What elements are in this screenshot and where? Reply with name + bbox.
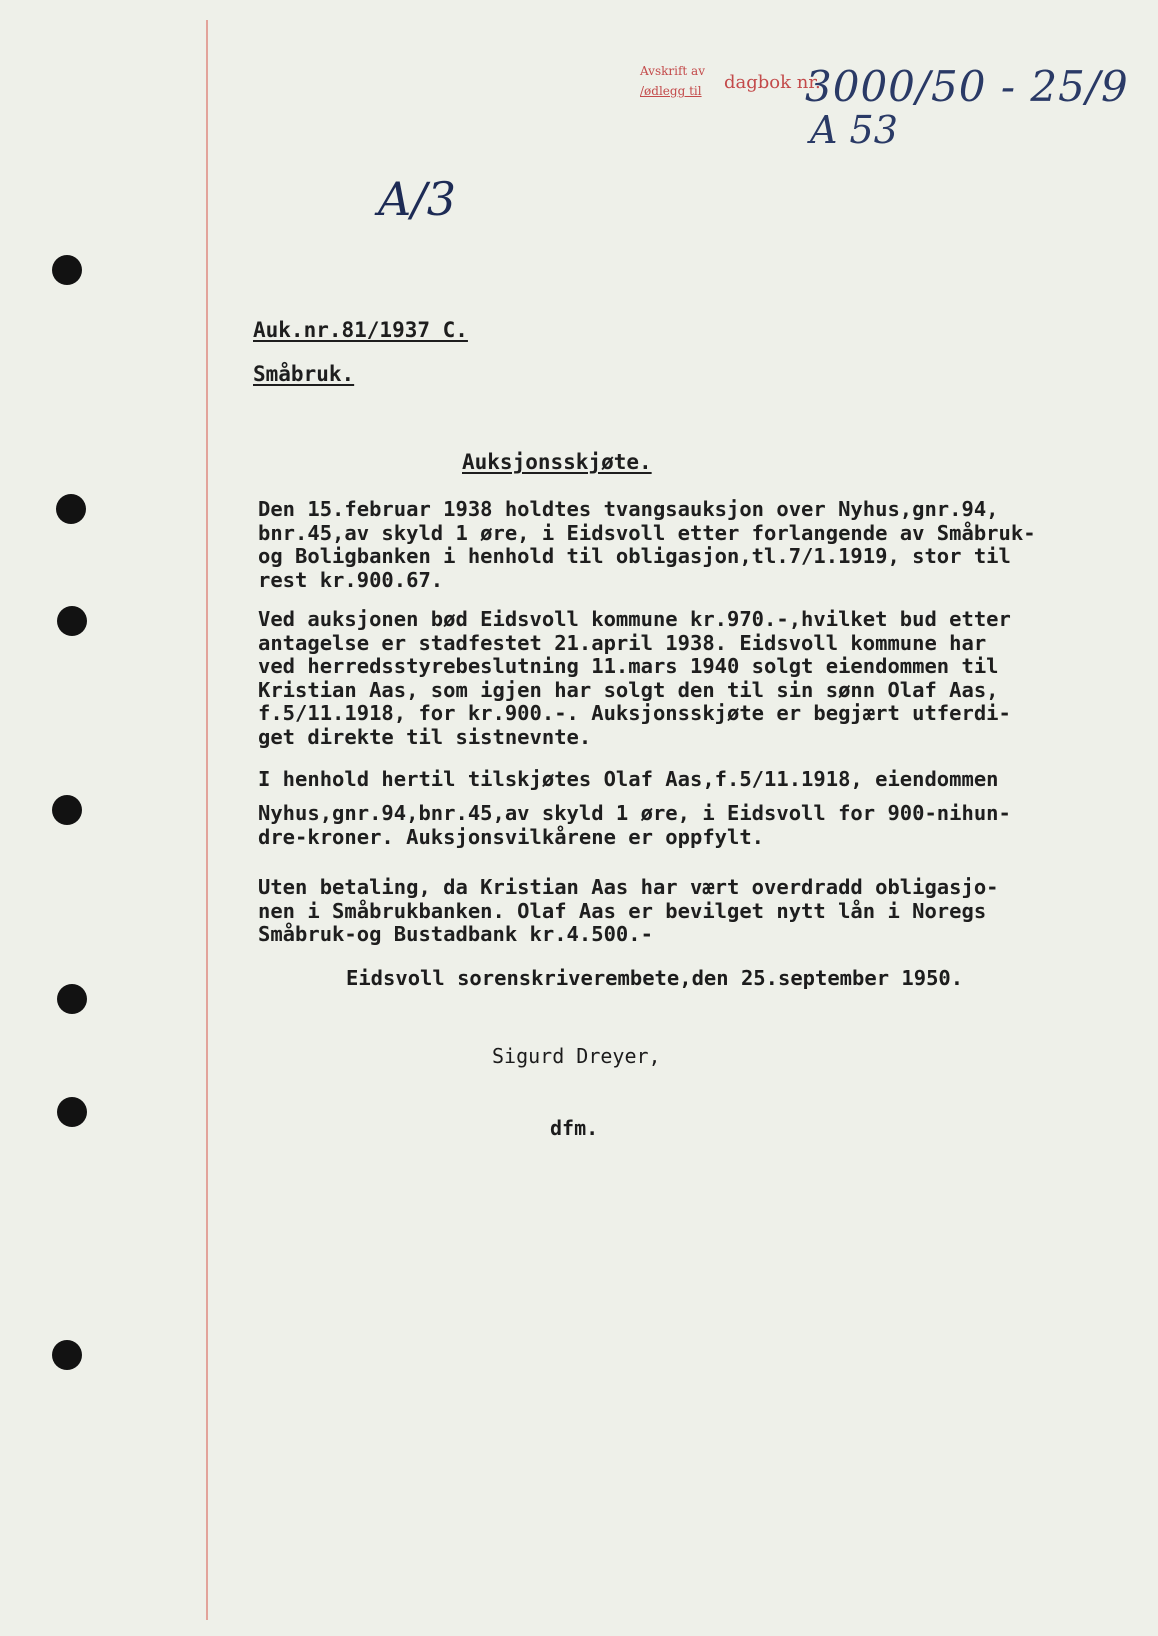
stamp-label: dagbok nr. — [724, 72, 821, 93]
place-date: Eidsvoll sorenskriverembete,den 25.september 1950. — [346, 966, 964, 990]
paragraph-conveyance-rest: Nyhus,gnr.94,bnr.45,av skyld 1 øre, i Eidsvoll for 900-nihun- dre-kroner. Auksjonsvilkårene er oppfylt. — [258, 801, 1011, 849]
punch-hole — [57, 606, 87, 636]
paragraph-payment: Uten betaling, da Kristian Aas har vært overdradd obligasjo- nen i Småbrukbanken. Olaf Aas er bevilget nytt lån i Noregs Småbruk-og Bustadbank kr.4.500.- — [258, 875, 999, 946]
signer-name: Sigurd Dreyer, — [492, 1044, 661, 1068]
paragraph-conveyance-line1: I henhold hertil tilskjøtes Olaf Aas,f.5/11.1918, eiendommen — [258, 767, 999, 791]
category-label: Småbruk. — [253, 362, 355, 386]
margin-line — [206, 20, 208, 1620]
auction-number: Auk.nr.81/1937 C. — [253, 318, 468, 342]
document-title: Auksjonsskjøte. — [462, 450, 652, 474]
punch-hole — [52, 255, 82, 285]
punch-hole — [57, 1097, 87, 1127]
handwritten-reference: A 53 — [810, 108, 898, 152]
punch-hole — [52, 1340, 82, 1370]
handwritten-entry-number: 3000/50 - 25/9 — [805, 62, 1129, 111]
handwritten-initials: A/3 — [378, 172, 456, 226]
punch-hole — [52, 795, 82, 825]
punch-hole — [57, 984, 87, 1014]
paragraph-bid: Ved auksjonen bød Eidsvoll kommune kr.970.-,hvilket bud etter antagelse er stadfestet 21.april 1938. Eidsvoll kommune har ved herredsstyrebeslutning 11.mars 1940 solgt eiendommen til Kristian Aas, som igjen har solgt den til sin sønn Olaf Aas, f.5/11.1918, for kr.900.-. Auksjonsskjøte er begjært utferdi- get direkte til sistnevnte. — [258, 607, 1011, 749]
stamp-line-2: /ødlegg til — [640, 84, 702, 98]
signer-title: dfm. — [550, 1116, 599, 1140]
stamp-line-1: Avskrift av — [640, 64, 705, 78]
paragraph-auction: Den 15.februar 1938 holdtes tvangsauksjon over Nyhus,gnr.94, bnr.45,av skyld 1 øre, i Eidsvoll etter forlangende av Småbruk- og Boligbanken i henhold til obligasjon,tl.7/1.1919, stor til rest kr.900.67. — [258, 497, 1036, 592]
punch-hole — [56, 494, 86, 524]
